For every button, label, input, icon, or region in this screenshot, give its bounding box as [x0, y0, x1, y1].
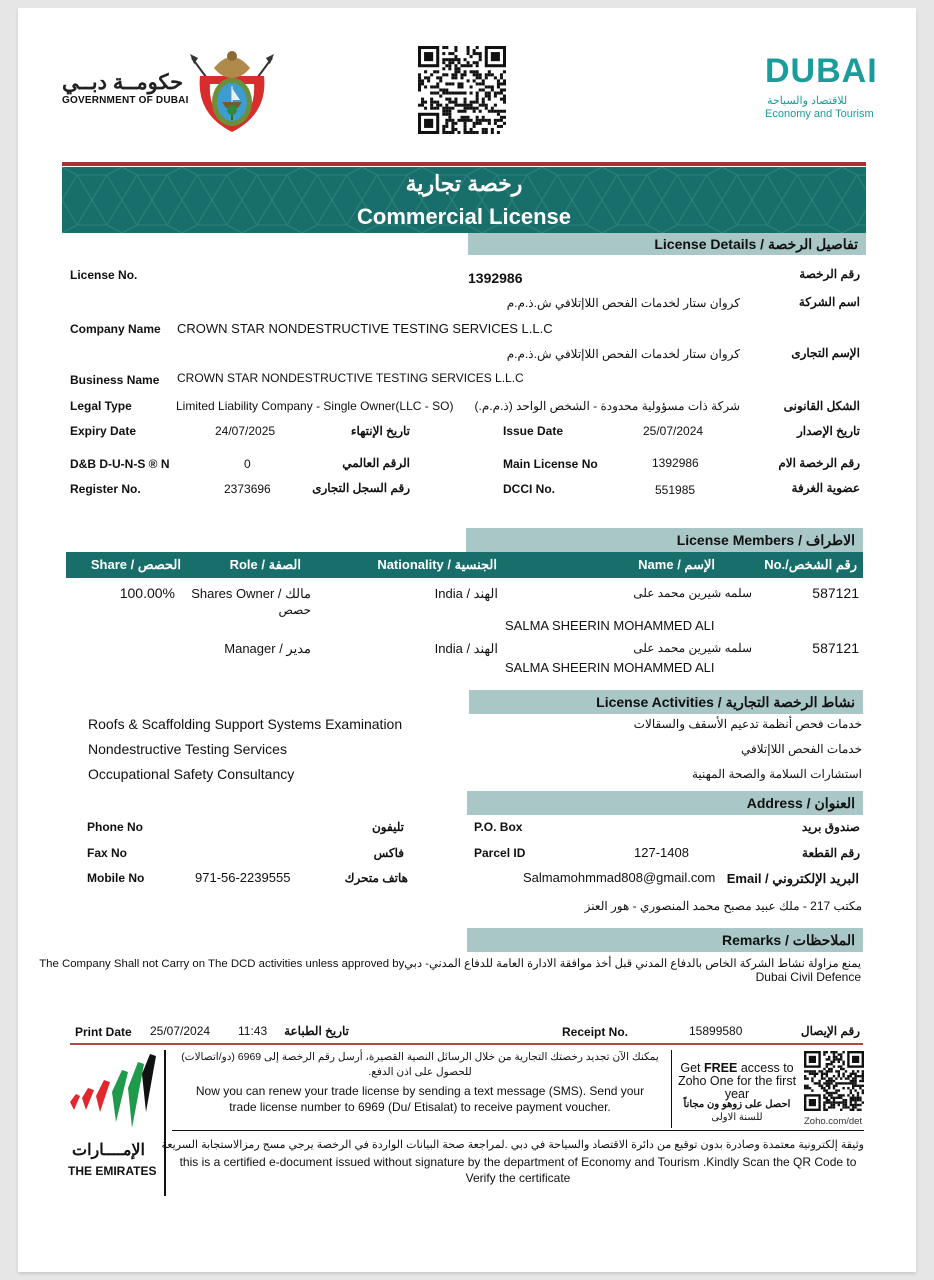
- zoho-promo-line-3: year: [724, 1087, 750, 1101]
- section-title: الملاحظات / Remarks: [721, 932, 855, 948]
- emirates-logo-english: THE EMIRATES: [68, 1164, 157, 1178]
- det-logo-wordmark: DUBAI: [765, 52, 878, 90]
- dubai-emblem-icon: [186, 44, 278, 134]
- certificate-notice-ar: وثيقة إلكترونية معتمدة وصادرة بدون توقيع من دائرة الاقتصاد والسياحة في دبي .لمراجعة صحة البيانات الواردة في الرخصة يرجي مسح رمزالاستجابة السريعة: [161, 1139, 864, 1151]
- legal-type-value: Limited Liability Company - Single Owner(LLC - SO): [176, 399, 454, 413]
- expiry-date-value: 24/07/2025: [215, 424, 276, 438]
- dcci-value: 551985: [655, 483, 696, 497]
- zoho-url[interactable]: Zoho.com/det: [804, 1116, 863, 1127]
- remarks-line-2: Dubai Civil Defence: [755, 970, 861, 984]
- member-nationality: الهند / India: [434, 641, 498, 656]
- member-name-ar: سلمه شيرين محمد على: [633, 586, 752, 600]
- fax-label-ar: فاكس: [373, 846, 404, 860]
- mobile-value: 971-56-2239555: [195, 870, 291, 885]
- column-header-no: رقم الشخص/.No: [764, 557, 857, 572]
- expiry-date-label-ar: تاريخ الإنتهاء: [350, 424, 410, 438]
- duns-label-ar: الرقم العالمي: [342, 456, 410, 470]
- duns-label: D&B D-U-N-S ® N: [70, 457, 170, 471]
- print-date-label: Print Date: [75, 1025, 132, 1039]
- zoho-promo-ar-2: للسنة الاولى: [711, 1112, 763, 1123]
- phone-label-ar: تليفون: [371, 820, 404, 834]
- main-license-label: Main License No: [503, 457, 598, 471]
- emirates-logo-arabic: الإمــــارات: [72, 1142, 145, 1159]
- activity-ar: خدمات فحص أنظمة تدعيم الأسقف والسقالات: [633, 717, 862, 731]
- print-date-label-ar: تاريخ الطباعة: [284, 1024, 349, 1038]
- column-header-role: الصفة / Role: [229, 557, 301, 572]
- license-no-label-ar: رقم الرخصة: [799, 267, 860, 281]
- company-name-label-ar: اسم الشركة: [798, 295, 860, 309]
- po-box-label: P.O. Box: [474, 820, 523, 834]
- sms-info-ar-2: للحصول على اذن الدفع.: [368, 1066, 472, 1078]
- expiry-date-label: Expiry Date: [70, 424, 137, 438]
- activity-en: Occupational Safety Consultancy: [88, 766, 295, 782]
- receipt-label: Receipt No.: [562, 1025, 629, 1039]
- column-header-name: الإسم / Name: [638, 557, 715, 572]
- license-no-label: License No.: [70, 268, 138, 282]
- dcci-label: DCCI No.: [503, 482, 555, 496]
- member-role: مالك / Shares Owner: [191, 586, 311, 601]
- phone-label: Phone No: [87, 820, 143, 834]
- duns-value: 0: [244, 457, 251, 471]
- footer-divider: [70, 1043, 863, 1045]
- members-table-header: [66, 552, 863, 578]
- issue-date-value: 25/07/2024: [643, 424, 704, 438]
- parcel-label-ar: رقم القطعة: [802, 846, 860, 860]
- mobile-label: Mobile No: [87, 871, 145, 885]
- issue-date-label-ar: تاريخ الإصدار: [796, 424, 860, 438]
- det-logo-arabic: للاقتصاد والسياحة: [767, 95, 848, 107]
- section-license-activities: [469, 690, 863, 714]
- footer-vertical-divider: [164, 1050, 166, 1196]
- register-no-label-ar: رقم السجل التجارى: [312, 481, 410, 495]
- remarks-line-1: يمنع مزاولة نشاط الشركة الخاص بالدفاع المدني قبل أخذ موافقة الادارة العامة للدفاع المدني- دبيThe Company Shall not Carry on The DCD activities unless approved by: [39, 958, 861, 970]
- zoho-free-text: FREE: [704, 1061, 738, 1075]
- column-header-share: الحصص / Share: [90, 557, 181, 572]
- certificate-notice-en-2: Verify the certificate: [465, 1171, 571, 1185]
- the-emirates-logo-icon: [68, 1052, 158, 1132]
- activity-ar: استشارات السلامة والصحة المهنية: [691, 767, 862, 781]
- zoho-divider: [671, 1050, 672, 1128]
- zoho-promo-ar-1: احصل على زوهو ون مجاناً: [683, 1099, 791, 1110]
- qr-code-icon: [418, 46, 506, 134]
- government-logo-arabic: حكومــة دبــي: [62, 71, 184, 94]
- receipt-value: 15899580: [689, 1024, 743, 1038]
- section-title: تفاصيل الرخصة / License Details: [654, 236, 858, 252]
- po-box-label-ar: صندوق بريد: [801, 820, 860, 834]
- full-address: مكتب 217 - ملك عبيد مصبح محمد المنصوري - هور العنز: [584, 899, 862, 913]
- register-no-label: Register No.: [70, 482, 141, 496]
- legal-type-ar: شركة ذات مسؤولية محدودة - الشخص الواحد (ذ.م.م.): [474, 399, 740, 413]
- business-name-label: Business Name: [70, 373, 160, 387]
- license-no-value: 1392986: [468, 270, 523, 286]
- member-name-ar: سلمه شيرين محمد على: [633, 641, 752, 655]
- email-value: Salmamohmmad808@gmail.com: [523, 870, 716, 885]
- email-label: البريد الإلكتروني / Email: [726, 871, 859, 886]
- business-name-value: CROWN STAR NONDESTRUCTIVE TESTING SERVICES L.L.C: [177, 371, 524, 385]
- section-title: الاطراف / License Members: [676, 532, 855, 548]
- member-no: 587121: [812, 640, 859, 656]
- company-name-label: Company Name: [70, 322, 161, 336]
- print-date-value: 25/07/2024: [150, 1024, 211, 1038]
- column-header-nationality: الجنسية / Nationality: [377, 557, 497, 572]
- title-arabic: رخصة تجارية: [405, 171, 523, 196]
- print-time-value: 11:43: [238, 1024, 268, 1038]
- det-logo-english: Economy and Tourism: [765, 108, 874, 120]
- activity-en: Roofs & Scaffolding Support Systems Examination: [88, 716, 403, 732]
- government-logo-text: GOVERNMENT OF DUBAI: [62, 95, 189, 106]
- header-divider: [62, 162, 866, 166]
- business-name-label-ar: الإسم التجارى: [791, 346, 860, 360]
- member-no: 587121: [812, 585, 859, 601]
- legal-type-label: Legal Type: [70, 399, 132, 413]
- member-share: 100.00%: [119, 585, 175, 601]
- sms-info-ar-1: يمكنك الآن تجديد رخصتك التجارية من خلال الرسائل النصية القصيرة، أرسل رقم الرخصة إلى 6969 (دو/اتصالات): [181, 1051, 659, 1063]
- zoho-qr-code-icon: [804, 1051, 864, 1111]
- issue-date-label: Issue Date: [503, 424, 564, 438]
- section-title: نشاط الرخصة التجارية / License Activities: [596, 694, 855, 710]
- footer-horizontal-divider: [172, 1130, 864, 1131]
- business-name-ar: كروان ستار لخدمات الفحص اللاإتلافي ش.ذ.م.م: [506, 347, 740, 361]
- title-banner: [62, 167, 866, 233]
- certificate-notice-en-1: this is a certified e-document issued without signature by the department of Economy and Tourism .Kindly Scan the QR Code to: [179, 1155, 857, 1169]
- fax-label: Fax No: [87, 846, 128, 860]
- mobile-label-ar: هاتف متحرك: [344, 871, 408, 885]
- sms-info-en-2: trade license number to 6969 (Du/ Etisalat) to receive payment voucher.: [229, 1100, 611, 1114]
- member-name-en: SALMA SHEERIN MOHAMMED ALI: [505, 618, 715, 633]
- register-no-value: 2373696: [224, 482, 271, 496]
- member-nationality: الهند / India: [434, 586, 498, 601]
- section-license-members: [466, 528, 863, 552]
- receipt-label-ar: رقم الإيصال: [800, 1024, 860, 1038]
- member-role-extra: حصص: [278, 603, 311, 617]
- section-address: [467, 791, 863, 815]
- zoho-promo-line-2: Zoho One for the first: [677, 1074, 797, 1088]
- zoho-promo-line-1: [676, 1061, 798, 1075]
- parcel-value: 127-1408: [634, 845, 689, 860]
- sms-info-en-1: Now you can renew your trade license by sending a text message (SMS). Send your: [195, 1084, 645, 1098]
- section-remarks: [467, 928, 863, 952]
- title-english: Commercial License: [357, 204, 571, 229]
- company-name-value: CROWN STAR NONDESTRUCTIVE TESTING SERVICES L.L.C: [177, 321, 553, 336]
- zoho-text: access to: [737, 1061, 794, 1075]
- main-license-value: 1392986: [652, 456, 699, 470]
- activity-ar: خدمات الفحص اللاإتلافي: [741, 742, 862, 756]
- company-name-ar: كروان ستار لخدمات الفحص اللاإتلافي ش.ذ.م.م: [506, 296, 740, 310]
- member-name-en: SALMA SHEERIN MOHAMMED ALI: [505, 660, 715, 675]
- parcel-label: Parcel ID: [474, 846, 526, 860]
- member-role: مدير / Manager: [224, 641, 311, 656]
- dcci-label-ar: عضوية الغرفة: [791, 481, 860, 495]
- legal-type-label-ar: الشكل القانونى: [783, 399, 860, 413]
- main-license-label-ar: رقم الرخصة الام: [778, 456, 860, 470]
- activity-en: Nondestructive Testing Services: [88, 741, 287, 757]
- section-license-details: [468, 233, 866, 255]
- section-title: العنوان / Address: [746, 795, 855, 811]
- zoho-text: Get: [680, 1061, 704, 1075]
